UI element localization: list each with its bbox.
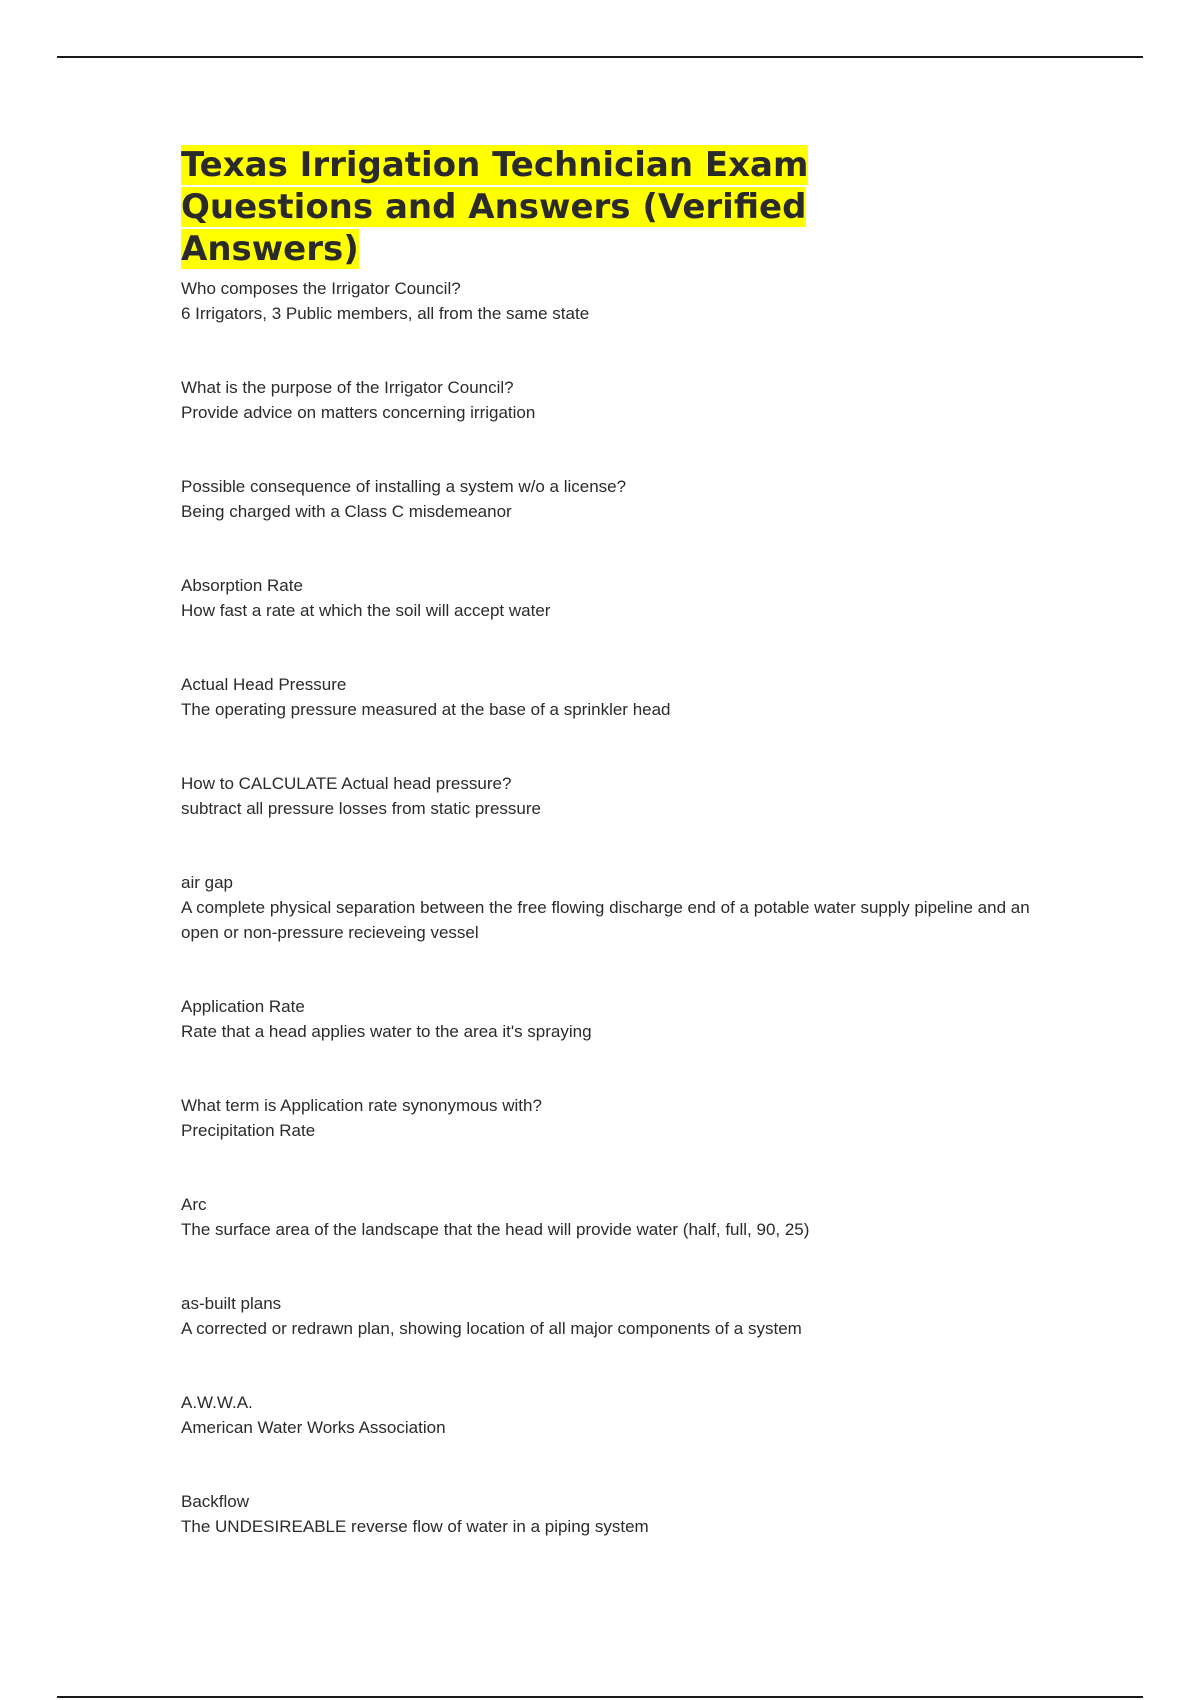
answer: Provide advice on matters concerning irrigation: [181, 403, 536, 422]
answer: Being charged with a Class C misdemeanor: [181, 502, 512, 521]
document-title: [181, 144, 881, 270]
qa-item: [181, 771, 1061, 821]
qa-item: [181, 1291, 1061, 1341]
answer: The surface area of the landscape that the head will provide water (half, full, 90, 25): [181, 1220, 810, 1239]
answer: Precipitation Rate: [181, 1121, 316, 1140]
answer: 6 Irrigators, 3 Public members, all from the same state: [181, 304, 590, 323]
qa-item: [181, 1093, 1061, 1143]
question: Possible consequence of installing a system w/o a license?: [181, 477, 627, 496]
question: Backflow: [181, 1492, 250, 1511]
question: A.W.W.A.: [181, 1393, 253, 1412]
question: Actual Head Pressure: [181, 675, 347, 694]
top-rule: [57, 56, 1143, 58]
question: Who composes the Irrigator Council?: [181, 279, 461, 298]
document-body: [181, 144, 1061, 1588]
question: How to CALCULATE Actual head pressure?: [181, 774, 512, 793]
document-title-text: Texas Irrigation Technician Exam Questions and Answers (Verified Answers): [181, 145, 809, 269]
answer: A complete physical separation between the free flowing discharge end of a potable water supply pipeline and an open or non-pressure recieveing vessel: [181, 898, 1030, 942]
bottom-rule: [57, 1696, 1143, 1698]
answer: The UNDESIREABLE reverse flow of water in a piping system: [181, 1517, 649, 1536]
answer: American Water Works Association: [181, 1418, 446, 1437]
qa-item: [181, 1192, 1061, 1242]
qa-item: [181, 375, 1061, 425]
qa-item: [181, 870, 1061, 945]
question: Arc: [181, 1195, 207, 1214]
answer: Rate that a head applies water to the area it's spraying: [181, 1022, 592, 1041]
qa-item: [181, 474, 1061, 524]
answer: The operating pressure measured at the base of a sprinkler head: [181, 700, 671, 719]
answer: subtract all pressure losses from static pressure: [181, 799, 541, 818]
qa-item: [181, 276, 1061, 326]
qa-item: [181, 573, 1061, 623]
qa-list: [181, 276, 1061, 1539]
question: What term is Application rate synonymous with?: [181, 1096, 542, 1115]
qa-item: [181, 1489, 1061, 1539]
question: as-built plans: [181, 1294, 282, 1313]
question: Application Rate: [181, 997, 305, 1016]
question: air gap: [181, 873, 233, 892]
qa-item: [181, 672, 1061, 722]
question: Absorption Rate: [181, 576, 303, 595]
answer: A corrected or redrawn plan, showing location of all major components of a system: [181, 1319, 802, 1338]
question: What is the purpose of the Irrigator Council?: [181, 378, 514, 397]
answer: How fast a rate at which the soil will accept water: [181, 601, 551, 620]
qa-item: [181, 994, 1061, 1044]
qa-item: [181, 1390, 1061, 1440]
